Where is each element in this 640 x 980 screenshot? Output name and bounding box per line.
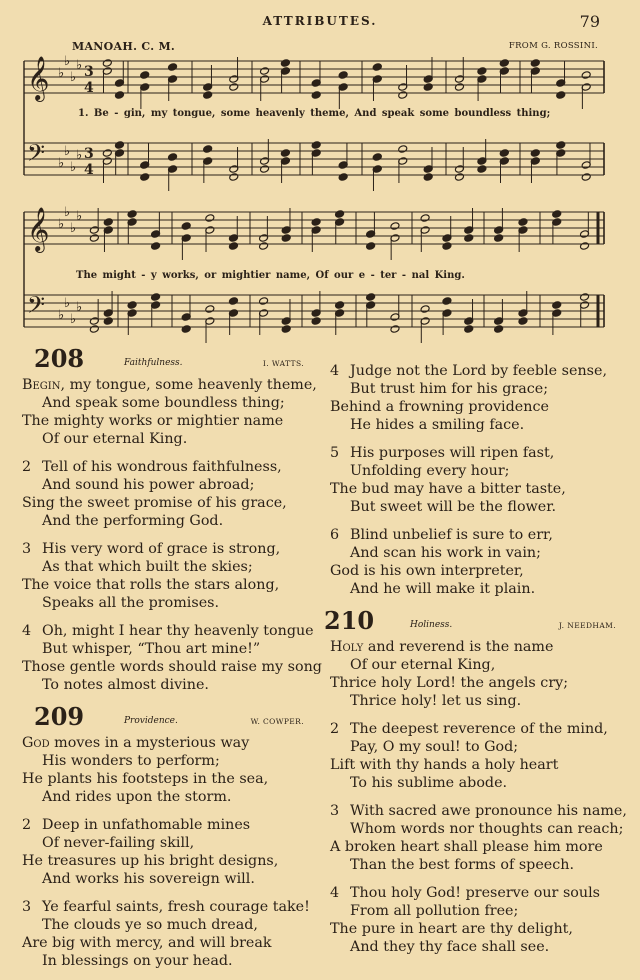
verse-line: A broken heart shall please him more [330,839,603,855]
verse-line-text: Thou holy God! preserve our souls [350,885,601,901]
verse-line: Those gentle words should raise my song [22,659,322,675]
verse-line [330,444,620,462]
hymn-210 [324,606,627,956]
tune-lyrics-line-2: The might - y works, or mightier name, Of our e - ter - nal King. [76,270,465,281]
verse-number: 3 [22,541,32,557]
verse-line: The voice that rolls the stars along, [22,577,280,593]
hymn-author: I. WATTS. [262,359,304,368]
verse-number: 4 [330,885,340,901]
verse-line: Speaks all the promises. [42,595,220,611]
verse-line: Lift with thy hands a holy heart [330,757,559,773]
verse-line: And he will make it plain. [350,581,536,597]
hymn-author: W. COWPER. [250,717,304,726]
verse-line: Behind a frowning providence [330,399,549,415]
verse-line: In blessings on your head. [42,953,233,969]
staff-4 [24,291,604,343]
verse-line: And works his sovereign will. [42,871,255,887]
verse-line [330,526,620,544]
verse-line: Thrice holy Lord! the angels cry; [330,675,569,691]
verse-line: He plants his footsteps in the sea, [22,771,269,787]
svg-text:♭: ♭ [70,160,77,175]
verse [22,734,312,806]
verse [22,540,312,612]
verse [22,898,312,970]
svg-text:𝄢: 𝄢 [27,139,46,172]
tune-source: FROM G. ROSSINI. [508,41,598,51]
staff-3 [24,205,604,260]
verse-line [22,734,312,752]
verse-line: He hides a smiling face. [350,417,525,433]
verse-initial-word: God [22,735,50,751]
verse-number: 3 [330,803,340,819]
verse-line [330,638,620,656]
verse-line [22,622,312,640]
verse-line: The bud may have a bitter taste, [330,481,566,497]
verse [22,458,312,530]
verse-line-text: Blind unbelief is sure to err, [350,527,553,543]
svg-text:𝄢: 𝄢 [27,291,46,324]
verse-line [330,802,627,820]
verse-line [22,376,317,394]
verse [330,638,620,710]
svg-text:3: 3 [84,146,94,162]
verse-line: Than the best forms of speech. [350,857,575,873]
verse-line: The mighty works or mightier name [22,413,284,429]
verse [330,884,620,956]
verse-line [22,898,312,916]
verse-line: The clouds ye so much dread, [42,917,258,933]
verse-line-text: moves in a mysterious way [49,735,250,751]
verse-line: And rides upon the storm. [42,789,232,805]
verse-line: To notes almost divine. [42,677,209,693]
verse-line-text: my tongue, some heavenly theme, [65,377,317,393]
running-title: ATTRIBUTES. [262,14,378,28]
verse [330,802,627,874]
svg-text:♭: ♭ [76,300,83,315]
hymn-verses [22,376,322,694]
verse [330,444,620,516]
verse-line: But sweet will be the flower. [350,499,557,515]
verse-line: Whom words nor thoughts can reach; [350,821,624,837]
staff-1 [24,54,604,109]
svg-text:♭: ♭ [58,308,65,323]
verse [22,816,312,888]
page-number: 79 [579,12,600,31]
verse-line: And scan his work in vain; [350,545,541,561]
hymn-title: Holiness. [410,620,453,630]
verse-number: 3 [22,899,32,915]
verse-number: 2 [330,721,340,737]
svg-text:3: 3 [84,64,94,80]
verse [330,526,620,598]
svg-text:♭: ♭ [76,58,83,73]
hymn-verses-continued [330,362,620,598]
verse-line-text: Tell of his wondrous faithfulness, [42,459,282,475]
verse [22,376,317,448]
svg-text:♭: ♭ [64,144,71,159]
verse-line: Sing the sweet promise of his grace, [22,495,287,511]
verse-line: But whisper, “Thou art mine!” [42,641,261,657]
staff-2 [24,139,604,191]
verse-line [22,816,312,834]
svg-text:♭: ♭ [70,70,77,85]
verse-line: God is his own interpreter, [330,563,524,579]
verse-line: The pure in heart are thy delight, [330,921,573,937]
svg-text:4: 4 [84,80,94,96]
verse-number: 4 [330,363,340,379]
verse-line: Of our eternal King. [42,431,188,447]
verse-line: But trust him for his grace; [350,381,549,397]
verse-line: And speak some boundless thing; [42,395,285,411]
tune-name: MANOAH. C. M. [72,40,176,53]
verse-number: 2 [22,817,32,833]
verse-line: Thrice holy! let us sing. [350,693,522,709]
tune-lyrics-line-1: 1. Be - gin, my tongue, some heavenly theme, And speak some boundless thing; [78,108,551,119]
left-column [22,344,322,980]
verse-line: Pay, O my soul! to God; [350,739,519,755]
hymn-number: 209 [34,702,85,731]
verse-line: And sound his power abroad; [42,477,255,493]
hymn-209 [22,704,312,970]
right-column [324,362,627,966]
verse-number: 6 [330,527,340,543]
verse-line [330,720,620,738]
verse-initial-word: Holy [330,639,364,655]
hymn-verses [330,638,627,956]
verse-line [22,458,312,476]
verse-line-text: With sacred awe pronounce his name, [350,803,627,819]
verse-line: Unfolding every hour; [350,463,510,479]
verse-line: Of our eternal King, [350,657,496,673]
verse-line: As that which built the skies; [42,559,253,575]
verse-line: To his sublime abode. [350,775,508,791]
verse-line: And they thy face shall see. [350,939,550,955]
verse-line-text: and reverend is the name [363,639,554,655]
svg-text:♭: ♭ [64,296,71,311]
verse-number: 2 [22,459,32,475]
hymn-verses [22,734,312,970]
svg-text:♭: ♭ [58,156,65,171]
verse-line-text: Oh, might I hear thy heavenly tongue [42,623,314,639]
hymn-title: Faithfulness. [124,358,183,368]
verse-line-text: His purposes will ripen fast, [350,445,555,461]
verse-line-text: Deep in unfathomable mines [42,817,251,833]
verse-initial-word: Begin, [22,377,66,393]
svg-text:𝄞: 𝄞 [27,56,50,100]
hymn-number: 208 [34,344,85,373]
verse-line: Are big with mercy, and will break [22,935,272,951]
verse-line [22,540,312,558]
hymn-number: 210 [324,606,375,635]
verse [22,622,322,694]
verse [330,362,620,434]
verse-line-text: Ye fearful saints, fresh courage take! [42,899,310,915]
svg-text:♭: ♭ [64,205,71,220]
svg-text:♭: ♭ [70,312,77,327]
verse-line [330,362,620,380]
svg-text:4: 4 [84,162,94,178]
verse [330,720,620,792]
hymn-author: J. NEEDHAM. [558,621,616,630]
verse-line-text: His very word of grace is strong, [42,541,281,557]
svg-text:𝄞: 𝄞 [27,207,50,251]
svg-text:♭: ♭ [64,54,71,69]
verse-line-text: The deepest reverence of the mind, [350,721,608,737]
hymn-title: Providence. [124,716,178,726]
staff-systems [24,54,604,343]
verse-line: He treasures up his bright designs, [22,853,279,869]
verse-number: 4 [22,623,32,639]
verse-line: From all pollution free; [350,903,519,919]
verse-number: 5 [330,445,340,461]
verse-line: His wonders to perform; [42,753,220,769]
verse-line [330,884,620,902]
verse-line-text: Judge not the Lord by feeble sense, [350,363,608,379]
svg-text:♭: ♭ [70,221,77,236]
verse-line: Of never-failing skill, [42,835,195,851]
svg-text:♭: ♭ [76,148,83,163]
svg-text:♭: ♭ [58,66,65,81]
music-score [0,0,640,345]
svg-text:♭: ♭ [58,217,65,232]
svg-text:♭: ♭ [76,209,83,224]
hymn-208 [22,344,322,694]
verse-line: And the performing God. [42,513,224,529]
